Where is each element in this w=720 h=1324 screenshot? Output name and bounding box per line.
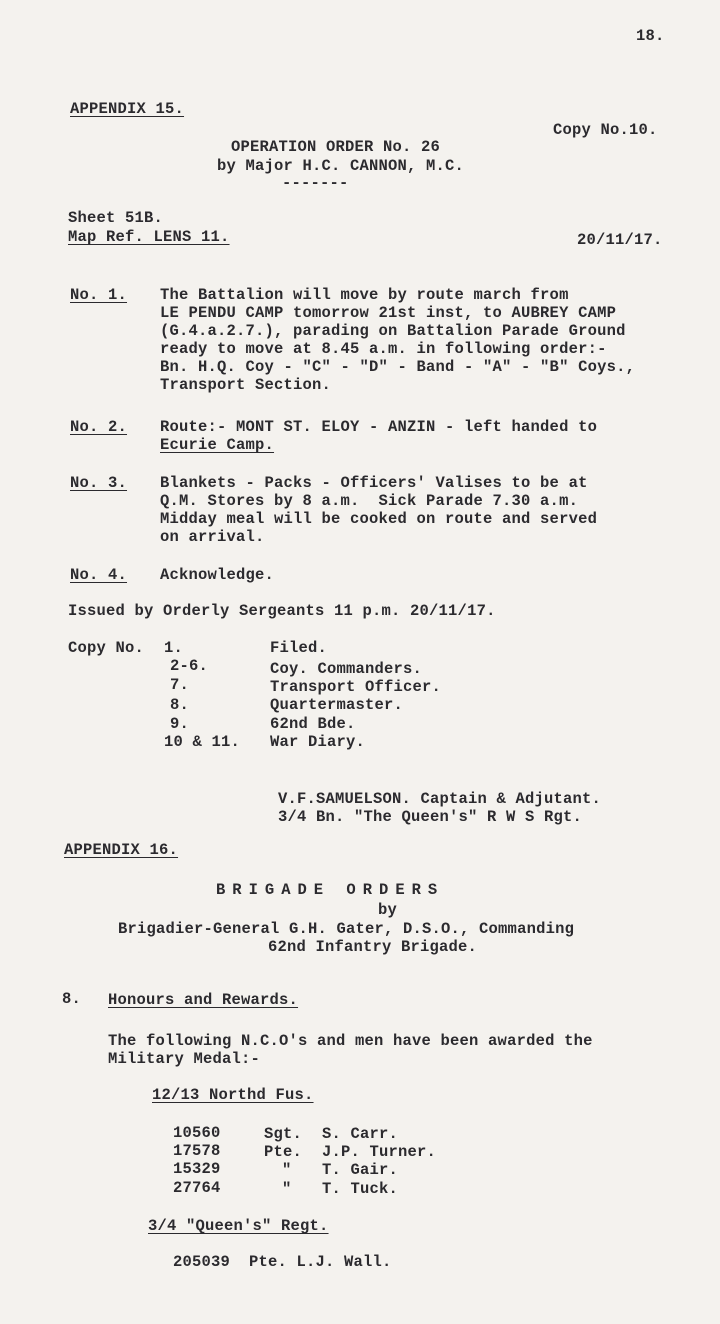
copy-entry-recipient: Quartermaster. — [270, 696, 404, 714]
operation-order-title: OPERATION ORDER No. 26 — [231, 138, 441, 156]
page-number: 18. — [636, 27, 665, 45]
appendix-15-heading: APPENDIX 15. — [70, 100, 185, 118]
order-date: 20/11/17. — [577, 231, 663, 249]
copy-entry-number: 1. — [164, 639, 184, 657]
copy-entry-recipient: 62nd Bde. — [270, 715, 356, 733]
appendix-16-heading: APPENDIX 16. — [64, 841, 179, 859]
issued-line: Issued by Orderly Sergeants 11 p.m. 20/11/17. — [68, 602, 496, 620]
paragraph-line: on arrival. — [160, 528, 265, 546]
copy-entry-number: 7. — [170, 676, 190, 694]
copy-entry-number: 8. — [170, 696, 190, 714]
brigade-orders-title: BRIGADE ORDERS — [216, 881, 445, 899]
brigade-orders-by: by — [378, 901, 398, 919]
award-name: J.P. Turner. — [322, 1143, 437, 1161]
paragraph-line: Blankets - Packs - Officers' Valises to be at — [160, 474, 588, 492]
award-name: S. Carr. — [322, 1125, 399, 1143]
copy-entry-number: 2-6. — [170, 657, 209, 675]
award-number: 17578 — [173, 1142, 221, 1160]
paragraph-line: The Battalion will move by route march from — [160, 286, 569, 304]
award-number: 10560 — [173, 1124, 221, 1142]
paragraph-line: Ecurie Camp. — [160, 436, 275, 454]
award-intro: The following N.C.O's and men have been awarded the — [108, 1032, 593, 1050]
copy-entry-number: 10 & 11. — [164, 733, 241, 751]
paragraph-number: No. 3. — [70, 474, 128, 492]
award-name: T. Gair. — [322, 1161, 399, 1179]
paragraph-line: Transport Section. — [160, 376, 332, 394]
award-number: 27764 — [173, 1179, 221, 1197]
copy-entry-recipient: War Diary. — [270, 733, 366, 751]
brigade-commander: Brigadier-General G.H. Gater, D.S.O., Commanding — [118, 920, 575, 938]
section-title: Honours and Rewards. — [108, 991, 299, 1009]
paragraph-line: (G.4.a.2.7.), parading on Battalion Parade Ground — [160, 322, 626, 340]
paragraph-number: No. 1. — [70, 286, 128, 304]
paragraph-number: No. 4. — [70, 566, 128, 584]
copy-entry-number: 9. — [170, 715, 190, 733]
award-rank: Sgt. — [264, 1125, 303, 1143]
brigade-name: 62nd Infantry Brigade. — [268, 938, 478, 956]
paragraph-line: Q.M. Stores by 8 a.m. Sick Parade 7.30 a.m. — [160, 492, 579, 510]
paragraph-number: No. 2. — [70, 418, 128, 436]
award-rank: " — [282, 1180, 292, 1198]
paragraph-line: Route:- MONT ST. ELOY - ANZIN - left handed to — [160, 418, 598, 436]
award-rank: Pte. — [264, 1143, 303, 1161]
copy-number: Copy No.10. — [553, 121, 658, 139]
award-number: 15329 — [173, 1160, 221, 1178]
copy-entry-recipient: Transport Officer. — [270, 678, 442, 696]
copy-entry-recipient: Coy. Commanders. — [270, 660, 423, 678]
award-name: T. Tuck. — [322, 1180, 399, 1198]
operation-order-author: by Major H.C. CANNON, M.C. — [217, 157, 465, 175]
map-ref: Map Ref. LENS 11. — [68, 228, 230, 246]
award-entry: 205039 Pte. L.J. Wall. — [173, 1253, 392, 1271]
paragraph-line: Midday meal will be cooked on route and served — [160, 510, 598, 528]
award-intro: Military Medal:- — [108, 1050, 261, 1068]
unit-heading: 3/4 "Queen's" Regt. — [148, 1217, 329, 1235]
paragraph-line: ready to move at 8.45 a.m. in following order:- — [160, 340, 607, 358]
signature-unit: 3/4 Bn. "The Queen's" R W S Rgt. — [278, 808, 583, 826]
title-separator: ------- — [282, 174, 349, 192]
copy-label: Copy No. — [68, 639, 145, 657]
copy-entry-recipient: Filed. — [270, 639, 328, 657]
paragraph-line: Bn. H.Q. Coy - "C" - "D" - Band - "A" - "B" Coys., — [160, 358, 636, 376]
paragraph-line: Acknowledge. — [160, 566, 275, 584]
section-number: 8. — [62, 990, 82, 1008]
sheet-ref: Sheet 51B. — [68, 209, 164, 227]
paragraph-line: LE PENDU CAMP tomorrow 21st inst, to AUBREY CAMP — [160, 304, 617, 322]
award-rank: " — [282, 1161, 292, 1179]
unit-heading: 12/13 Northd Fus. — [152, 1086, 314, 1104]
signature-line: V.F.SAMUELSON. Captain & Adjutant. — [278, 790, 602, 808]
